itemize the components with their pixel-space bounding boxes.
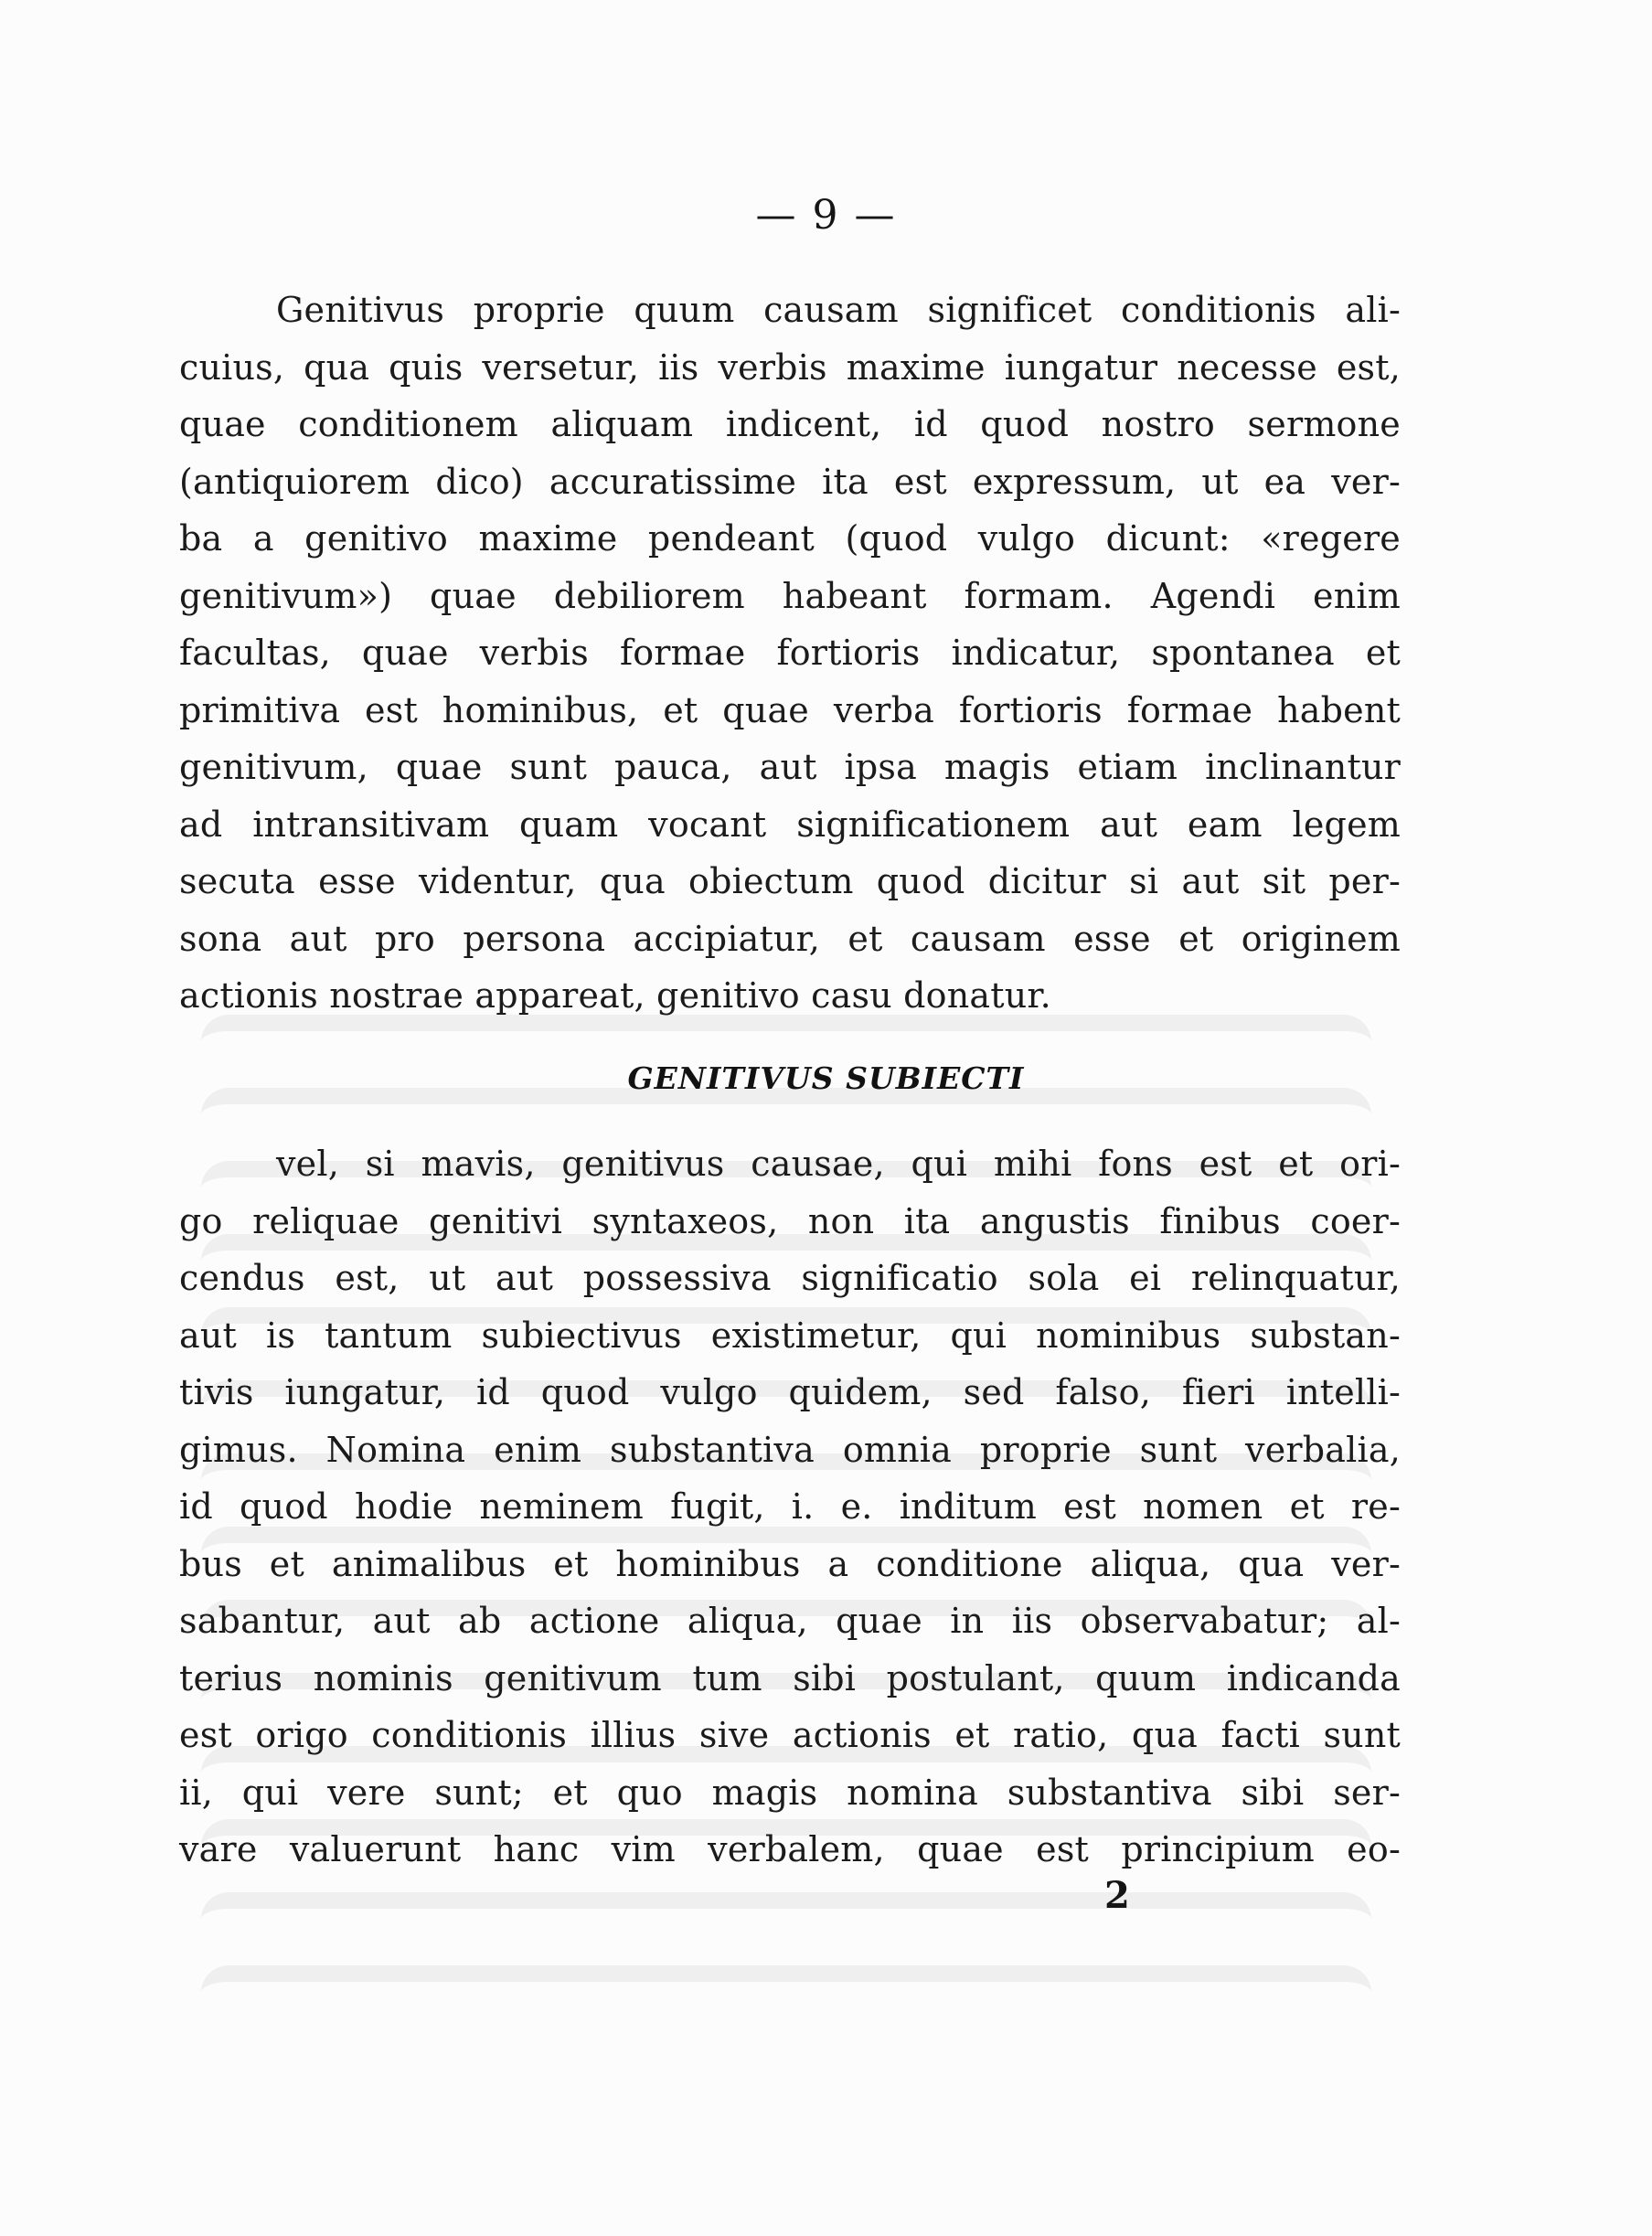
text-line: actionis nostrae appareat, genitivo casu donatur. [179, 975, 1051, 1016]
text-line: cendus est, ut aut possessiva significatio sola ei relinquatur, [179, 1258, 1401, 1298]
text-line: sona aut pro persona accipiatur, et causam esse et originem [179, 918, 1401, 959]
text-line: tivis iungatur, id quod vulgo quidem, sed falso, fieri intelli- [179, 1372, 1401, 1412]
page-number: — 9 — [755, 192, 897, 239]
text-line: cuius, qua quis versetur, iis verbis maxime iungatur necesse est, [179, 346, 1401, 388]
text-line: ba a genitivo maxime pendeant (quod vulgo dicunt: «regere [179, 518, 1401, 559]
signature-mark: 2 [1104, 1874, 1130, 1917]
text-line: ii, qui vere sunt; et quo magis nomina substantiva sibi ser- [179, 1772, 1401, 1813]
text-line: (antiquiorem dico) accuratissime ita est expressum, ut ea ver- [179, 461, 1401, 502]
text-line: est origo conditionis illius sive actionis et ratio, qua facti sunt [179, 1715, 1401, 1755]
text-line: aut is tantum subiectivus existimetur, qui nominibus substan- [179, 1315, 1401, 1356]
section-heading: GENITIVUS SUBIECTI [627, 1060, 1025, 1096]
paragraph-genitivus-intro [179, 282, 1401, 1025]
text-line: sabantur, aut ab actione aliqua, quae in iis observabatur; al- [179, 1601, 1401, 1641]
text-line: facultas, quae verbis formae fortioris indicatur, spontanea et [179, 633, 1401, 673]
text-line: ad intransitivam quam vocant significationem aut eam legem [179, 804, 1401, 845]
text-line: Genitivus proprie quum causam significet conditionis ali- [276, 290, 1401, 330]
text-line: bus et animalibus et hominibus a conditione aliqua, qua ver- [179, 1543, 1401, 1584]
text-line: gimus. Nomina enim substantiva omnia proprie sunt verbalia, [179, 1429, 1401, 1470]
text-line: secuta esse videntur, qua obiectum quod dicitur si aut sit per- [179, 861, 1401, 901]
text-line: genitivum») quae debiliorem habeant formam. Agendi enim [179, 575, 1401, 616]
text-line: terius nominis genitivum tum sibi postulant, quum indicanda [179, 1657, 1401, 1698]
text-line: vel, si mavis, genitivus causae, qui mihi fons est et ori- [276, 1144, 1401, 1184]
paragraph-genitivus-subiecti [179, 1135, 1401, 1879]
text-line: quae conditionem aliquam indicent, id quod nostro sermone [179, 404, 1401, 444]
text-line: go reliquae genitivi syntaxeos, non ita angustis finibus coer- [179, 1200, 1401, 1241]
text-line: vare valuerunt hanc vim verbalem, quae est principium eo- [179, 1829, 1401, 1869]
text-line: primitiva est hominibus, et quae verba fortioris formae habent [179, 689, 1401, 730]
text-line: genitivum, quae sunt pauca, aut ipsa magis etiam inclinantur [179, 747, 1401, 787]
text-line: id quod hodie neminem fugit, i. e. inditum est nomen et re- [179, 1486, 1401, 1527]
